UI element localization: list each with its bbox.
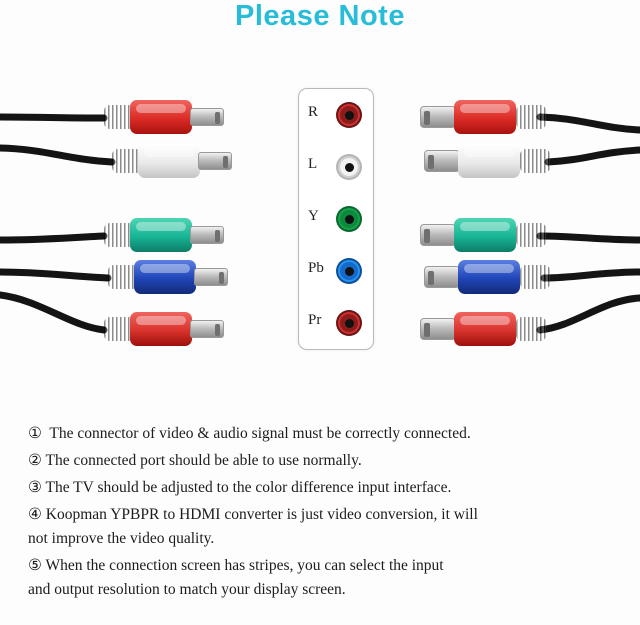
jack-metal-barrel xyxy=(424,266,460,288)
plug-body xyxy=(130,100,192,134)
plug-body xyxy=(134,260,196,294)
plug-metal-pin xyxy=(190,108,224,126)
plug-body xyxy=(130,218,192,252)
panel-jack-label-y: Y xyxy=(308,208,319,224)
page-title: Please Note xyxy=(235,0,405,32)
panel-jack-l[interactable] xyxy=(299,141,373,193)
note-item: ④ Koopman YPBPR to HDMI converter is just video conversion, it will not improve the video quality. xyxy=(28,506,478,548)
plug-metal-pin xyxy=(194,268,228,286)
jack-body xyxy=(454,312,516,346)
plug-metal-pin xyxy=(190,320,224,338)
panel-jack-pb[interactable] xyxy=(299,245,373,297)
panel-jack-hole-r[interactable] xyxy=(336,102,362,128)
jack-metal-barrel xyxy=(420,224,456,246)
panel-jack-label-pb: Pb xyxy=(308,260,324,276)
panel-jack-hole-l[interactable] xyxy=(336,154,362,180)
notes-list xyxy=(28,422,618,605)
note-item: ① The connector of video & audio signal must be correctly connected. xyxy=(28,425,471,442)
note-item: ⑤ When the connection screen has stripes, you can select the input and output resolution to match your display screen. xyxy=(28,557,444,599)
panel-jack-r[interactable] xyxy=(299,89,373,141)
plug-body xyxy=(138,144,200,178)
jack-metal-barrel xyxy=(420,106,456,128)
jack-body xyxy=(454,218,516,252)
panel-jack-y[interactable] xyxy=(299,193,373,245)
jack-collar xyxy=(516,105,546,129)
note-item: ③ The TV should be adjusted to the color difference input interface. xyxy=(28,479,452,497)
jack-body xyxy=(458,144,520,178)
panel-jack-label-l: L xyxy=(308,156,318,172)
note-item: ② The connected port should be able to use normally. xyxy=(28,452,362,470)
plug-metal-pin xyxy=(198,152,232,170)
panel-jack-label-pr: Pr xyxy=(308,312,322,328)
jack-metal-barrel xyxy=(424,150,460,172)
jack-collar xyxy=(520,265,550,289)
plug-body xyxy=(130,312,192,346)
panel-jack-hole-pb[interactable] xyxy=(336,258,362,284)
jack-collar xyxy=(520,149,550,173)
plug-metal-pin xyxy=(190,226,224,244)
panel-jack-pr[interactable] xyxy=(299,297,373,349)
jack-collar xyxy=(516,317,546,341)
jack-collar xyxy=(516,223,546,247)
jack-body xyxy=(454,100,516,134)
panel-jack-hole-y[interactable] xyxy=(336,206,362,232)
av-component-jack-panel xyxy=(298,88,374,350)
jack-metal-barrel xyxy=(420,318,456,340)
jack-body xyxy=(458,260,520,294)
panel-jack-label-r: R xyxy=(308,104,319,120)
panel-jack-hole-pr[interactable] xyxy=(336,310,362,336)
